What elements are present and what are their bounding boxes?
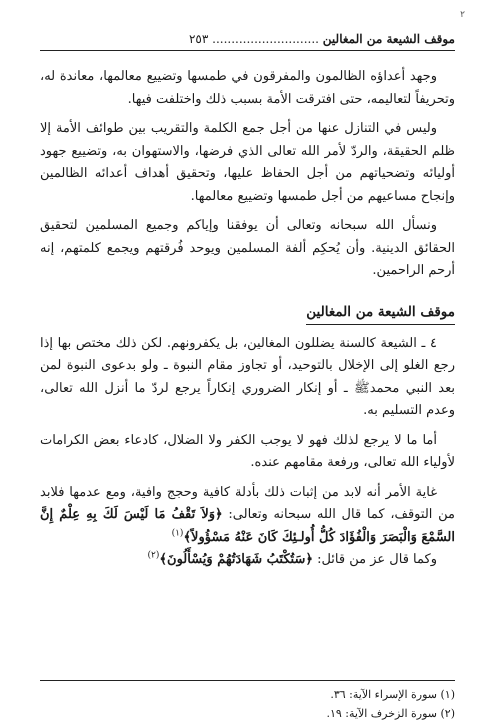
section-heading: موقف الشيعة من المغالين (306, 302, 455, 325)
footnote-ref: (١) (171, 528, 184, 539)
running-header (40, 31, 455, 51)
verse-lead: وكما قال عز من قائل: (312, 552, 437, 567)
corner-mark: ٢ (460, 10, 465, 20)
footnote: (٢) سورة الزخرف الآية: ١٩. (326, 707, 455, 720)
paragraph: وجهد أعداؤه الظالمون والمفرقون في طمسها وتضييع معالمها، معاندة له، وتحريفاً لتعاليمه، حتى افترقت الأمة بسبب ذلك واختلفت فيها. (40, 69, 455, 107)
quran-verse: ﴿وَلاَ تَقْفُ مَا لَيْسَ لَكَ بِهِ عِلْمٌ إِنَّ السَّمْعَ وَالْبَصَرَ وَالْفُؤَادَ كُلُّ أُولـئِكَ كَانَ عَنْهُ مَسْؤُولاً﴾ (40, 507, 455, 545)
quran-verse: ﴿سَتُكْتَبُ شَهَادَتُهُمْ وَيُسْأَلُونَ﴾ (159, 552, 313, 567)
paragraph: ٤ ـ الشيعة كالسنة يضللون المغالين، بل يكفرونهم. لكن ذلك مختص بها إذا رجع الغلو إلى الإخلال بالتوحيد، أو تجاوز مقام النبوة ـ ولو بدعوى النبوة لمن بعد النبي محمدﷺ ـ أو إنكار الضروري إنكاراً يرجع لردّ ما أنزل الله تعالى، وعدم التسليم به. (40, 335, 455, 418)
paragraph: وليس في التنازل عنها من أجل جمع الكلمة والتقريب بين طوائف الأمة إلا ظلم الحقيقة، والردّ لأمر الله تعالى الذي فرضها، والاستهوان به، وتضييع جهود أوليائه وتضحياتهم من أجل الحفاظ عليها، وتحقيق أهداف أعدائه الظالمين وإنجاح مساعيهم من أجل طمسها وتضييع معالمها. (40, 121, 455, 204)
paragraph: أما ما لا يرجع لذلك فهو لا يوجب الكفر ولا الضلال، كادعاء بعض الكرامات لأولياء الله تعالى، ورفعة مقامهم عنده. (40, 432, 455, 470)
footnotes (40, 680, 455, 723)
paragraph-with-verse (40, 482, 455, 550)
main-text (40, 66, 455, 579)
page-number: ٢٥٣ (188, 32, 209, 46)
footnote: (١) سورة الإسراء الآية: ٣٦. (330, 688, 455, 701)
paragraph-with-verse (40, 549, 455, 572)
header-title: موقف الشيعة من المغالين (322, 32, 455, 46)
verse-lead: غاية الأمر أنه لابد من إثبات ذلك بأدلة كافية وحجج وافية، ومع عدمها فلابد من التوقف، كما قال الله سبحانه وتعالى: (40, 484, 455, 522)
header-dots: ............................ (212, 32, 319, 46)
paragraph: ونسأل الله سبحانه وتعالى أن يوفقنا وإياكم وجميع المسلمين لتحقيق الحقائق الدينية. وأن يُحكِم ألفة المسلمين ويوحد فُرقتهم ويجمع كلمتهم، إنه أرحم الراحمين. (40, 218, 455, 278)
footnote-ref: (٢) (147, 550, 160, 561)
